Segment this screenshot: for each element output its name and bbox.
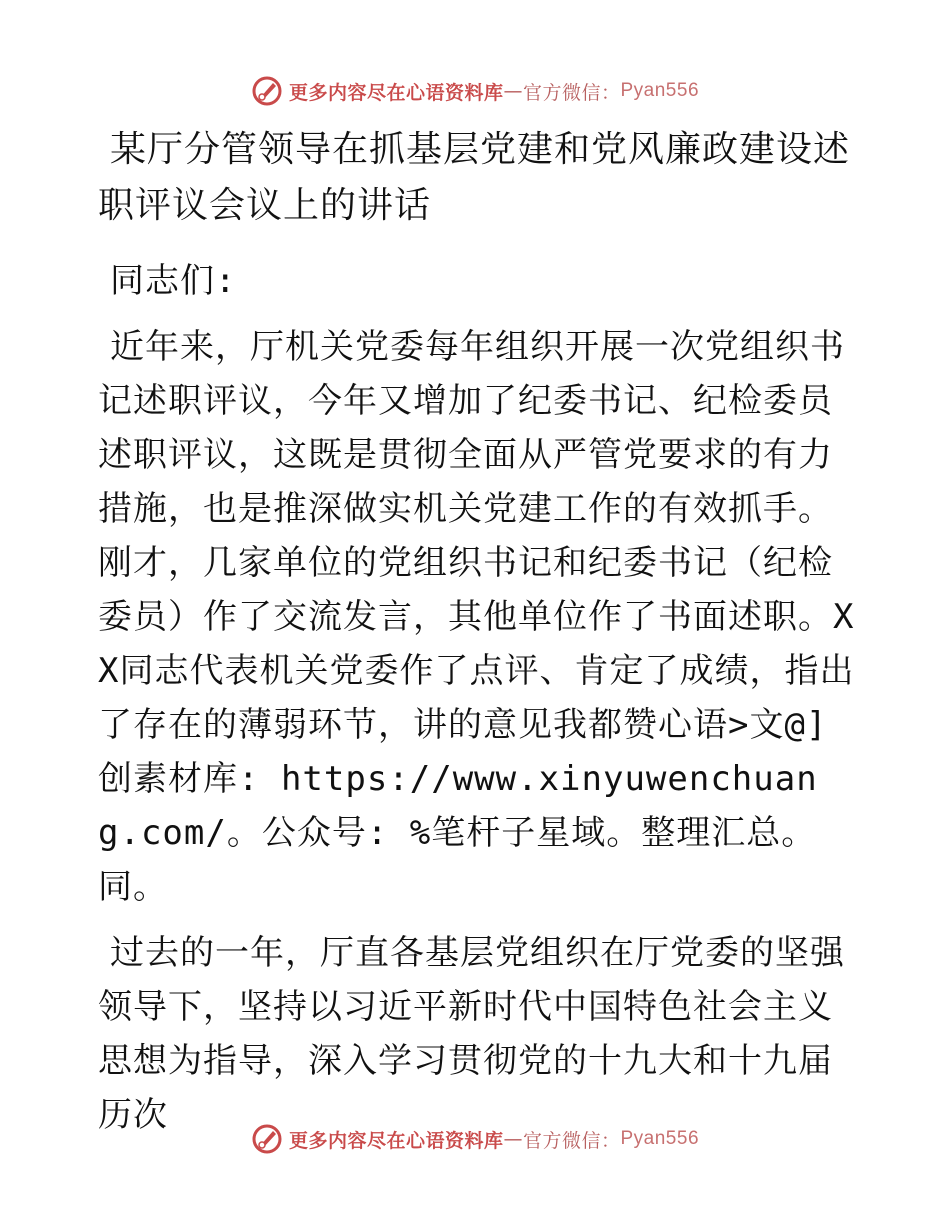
watermark-brand: 更多内容尽在心语资料库 (288, 1129, 504, 1152)
watermark-separator: — (503, 1128, 523, 1150)
watermark-wechat-id: Pyan556 (620, 1128, 700, 1149)
paragraph-1: 近年来，厅机关党委每年组织开展一次党组织书记述职评议，今年又增加了纪委书记、纪检委员述职评议，这既是贯彻全面从严管党要求的有力措施，也是推深做实机关党建工作的有效抓手。刚才，几家单位的党组织书记和纪委书记（纪检委员）作了交流发言，其他单位作了书面述职。XX同志代表机关党委作了点评、肯定了成绩，指出了存在的薄弱环节，讲的意见我都赞心语>文@]创素材库: https://www.xinyuwenchuang.com/。公众号: %笔杆子星域。整理汇总。同。 (98, 327, 855, 907)
header-watermark (0, 71, 950, 111)
greeting-line: 同志们: (110, 261, 237, 301)
document-title: 某厅分管领导在抓基层党建和党风廉政建设述职评议会议上的讲话 (98, 129, 851, 226)
watermark-label: 官方微信： (522, 1129, 621, 1152)
document-body (98, 122, 858, 1142)
watermark-wechat-id: Pyan556 (620, 80, 700, 101)
brand-logo-icon (251, 1123, 283, 1155)
brand-logo-icon (251, 75, 283, 107)
watermark-brand: 更多内容尽在心语资料库 (288, 81, 504, 104)
watermark-separator: — (503, 80, 523, 102)
footer-watermark (0, 1119, 950, 1159)
paragraph-2: 过去的一年，厅直各基层党组织在厅党委的坚强领导下，坚持以习近平新时代中国特色社会主义思想为指导，深入学习贯彻党的十九大和十九届历次 (98, 933, 845, 1135)
watermark-label: 官方微信： (522, 81, 621, 104)
